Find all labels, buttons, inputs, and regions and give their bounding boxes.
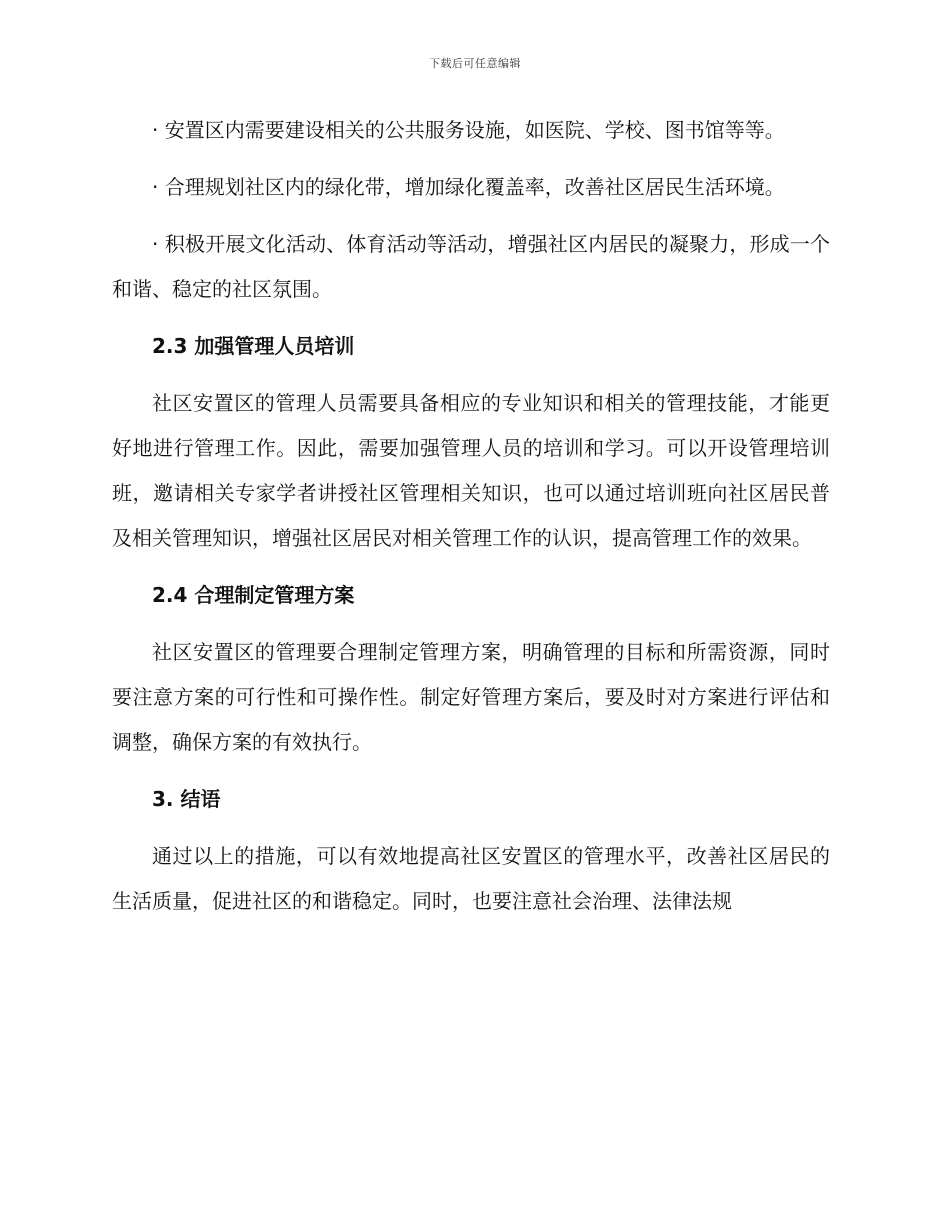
header-note: 下载后可任意编辑	[429, 57, 521, 70]
bullet-item: · 积极开展文化活动、体育活动等活动，增强社区内居民的凝聚力，形成一个和谐、稳定的社区氛围。	[112, 232, 830, 301]
bullet-item: · 安置区内需要建设相关的公共服务设施，如医院、学校、图书馆等等。	[152, 118, 785, 142]
section-heading-3: 3. 结语	[152, 787, 221, 811]
document-content	[112, 108, 830, 936]
section-paragraph-2-4: 社区安置区的管理要合理制定管理方案，明确管理的目标和所需资源，同时要注意方案的可行性和可操作性。制定好管理方案后，要及时对方案进行评估和调整，确保方案的有效执行。	[112, 640, 830, 754]
section-paragraph-2-3: 社区安置区的管理人员需要具备相应的专业知识和相关的管理技能，才能更好地进行管理工作。因此，需要加强管理人员的培训和学习。可以开设管理培训班，邀请相关专家学者讲授社区管理相关知识，也可以通过培训班向社区居民普及相关管理知识，增强社区居民对相关管理工作的认识，提高管理工作的效果。	[112, 391, 830, 550]
section-heading-2-4: 2.4 合理制定管理方案	[152, 583, 355, 607]
section-paragraph-3: 通过以上的措施，可以有效地提高社区安置区的管理水平，改善社区居民的生活质量，促进社区的和谐稳定。同时，也要注意社会治理、法律法规	[112, 844, 830, 913]
bullet-item: · 合理规划社区内的绿化带，增加绿化覆盖率，改善社区居民生活环境。	[152, 175, 785, 199]
section-heading-2-3: 2.3 加强管理人员培训	[152, 334, 355, 358]
